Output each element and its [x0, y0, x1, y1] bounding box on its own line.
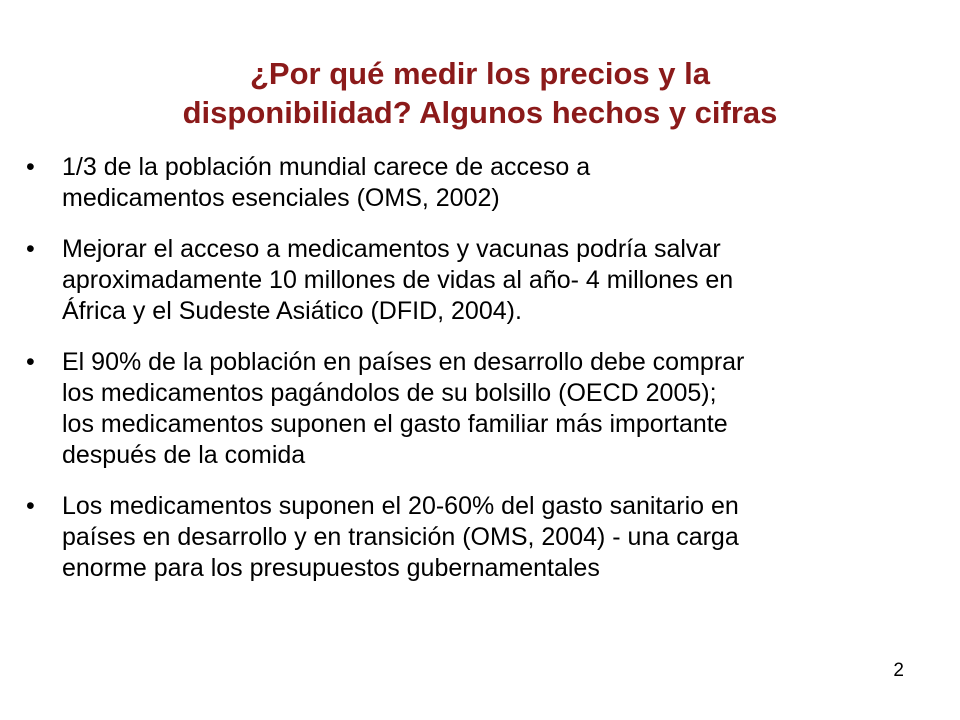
bullet-line: medicamentos esenciales (OMS, 2002) — [62, 184, 500, 212]
bullet-line: los medicamentos suponen el gasto familiar más importante — [62, 410, 728, 438]
bullet-icon: • — [26, 235, 35, 263]
bullet-item — [26, 347, 926, 471]
bullet-line: Los medicamentos suponen el 20-60% del gasto sanitario en — [62, 492, 739, 520]
bullet-line: enorme para los presupuestos gubernamentales — [62, 554, 600, 582]
slide-title-line-1: ¿Por qué medir los precios y la — [250, 55, 710, 91]
slide-title — [60, 54, 900, 132]
bullet-line: Mejorar el acceso a medicamentos y vacunas podría salvar — [62, 235, 721, 263]
bullet-line: El 90% de la población en países en desarrollo debe comprar — [62, 348, 745, 376]
bullet-icon: • — [26, 153, 35, 181]
bullet-line: 1/3 de la población mundial carece de acceso a — [62, 153, 591, 181]
bullet-icon: • — [26, 492, 35, 520]
bullet-line: África y el Sudeste Asiático (DFID, 2004). — [62, 297, 522, 325]
bullet-line: los medicamentos pagándolos de su bolsillo (OECD 2005); — [62, 379, 717, 407]
bullet-item — [26, 491, 926, 584]
bullet-icon: • — [26, 348, 35, 376]
bullet-list — [26, 152, 926, 604]
bullet-line: países en desarrollo y en transición (OMS, 2004) - una carga — [62, 523, 739, 551]
bullet-item — [26, 152, 926, 214]
slide-title-line-2: disponibilidad? Algunos hechos y cifras — [182, 94, 778, 130]
page-number: 2 — [893, 660, 904, 681]
bullet-item — [26, 234, 926, 327]
bullet-line: aproximadamente 10 millones de vidas al año- 4 millones en — [62, 266, 734, 294]
bullet-line: después de la comida — [62, 441, 306, 469]
